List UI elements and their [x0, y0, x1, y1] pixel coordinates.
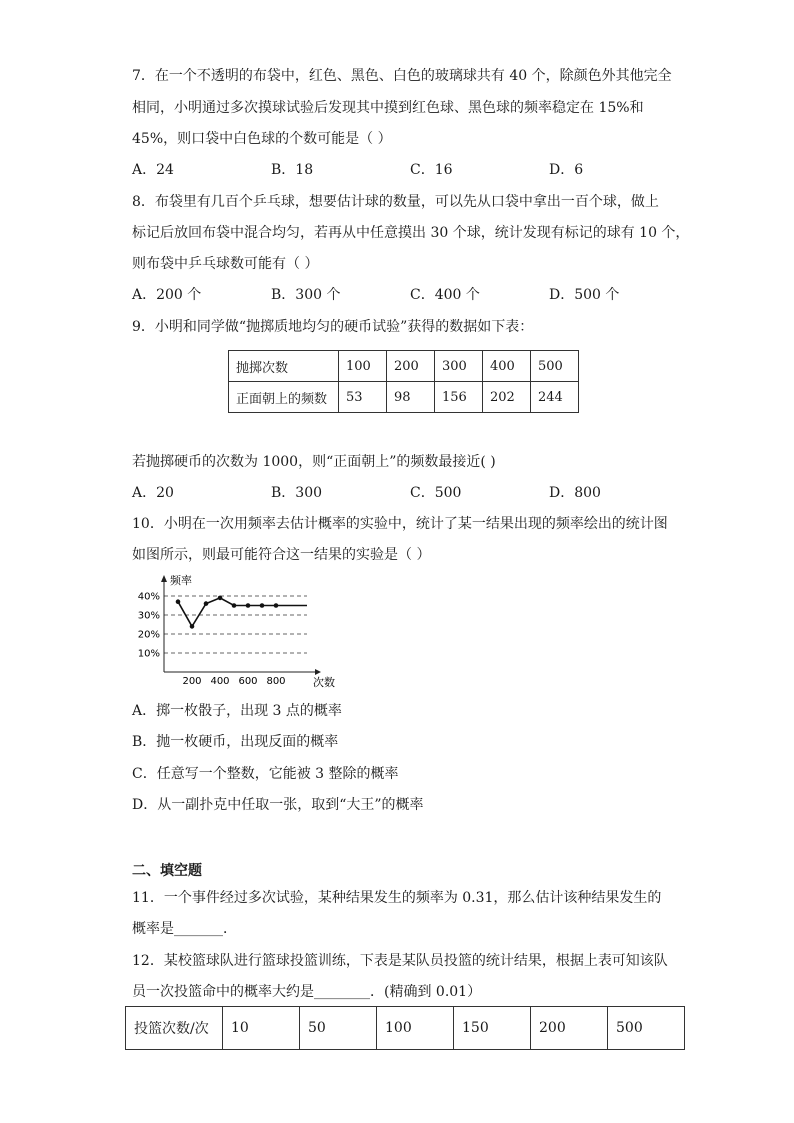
q7-option-a: A．24 [132, 162, 174, 178]
table-cell: 100 [377, 1007, 454, 1050]
y-tick-label: 40% [137, 591, 160, 603]
q9-table [228, 350, 579, 413]
q11-line1: 11．一个事件经过多次试验，某种结果发生的频率为 0.31，那么估计该种结果发生的 [132, 890, 662, 906]
table-cell: 400 [483, 351, 531, 382]
q8-option-c: C．400 个 [410, 287, 480, 303]
y-tick-label: 10% [137, 648, 160, 660]
q7-line2: 相同，小明通过多次摸球试验后发现其中摸到红色球、黑色球的频率稳定在 15%和 [132, 100, 644, 116]
y-tick-label: 20% [137, 629, 160, 641]
q8-line3: 则布袋中乒乓球数可能有（ ） [132, 256, 319, 272]
y-axis-label: 频率 [170, 574, 192, 587]
series-line [178, 598, 307, 627]
data-point [190, 624, 195, 629]
q7-option-b: B．18 [271, 162, 314, 178]
q9-option-d: D．800 [549, 485, 601, 501]
x-tick-label: 200 [182, 676, 202, 687]
data-point [232, 603, 237, 608]
data-point [218, 596, 223, 601]
q8-option-a: A．200 个 [132, 287, 202, 303]
q9-option-a: A．20 [132, 485, 174, 501]
table-cell: 抛掷次数 [229, 351, 339, 382]
q9-option-b: B．300 [271, 485, 323, 501]
data-point [176, 599, 181, 604]
q8-option-b: B．300 个 [271, 287, 341, 303]
q8-option-d: D．500 个 [549, 287, 620, 303]
q12-line2: 员一次投篮命中的概率大约是________．(精确到 0.01） [132, 984, 482, 1000]
data-point [274, 603, 279, 608]
table-cell: 202 [483, 382, 531, 413]
table-cell: 100 [339, 351, 387, 382]
y-axis-arrow [161, 575, 167, 582]
q9-line1: 9．小明和同学做“抛掷质地均匀的硬币试验”获得的数据如下表： [132, 319, 534, 335]
table-cell: 244 [531, 382, 579, 413]
q10-option-d: D．从一副扑克中任取一张，取到“大王”的概率 [132, 797, 424, 813]
table-cell: 正面朝上的频数 [229, 382, 339, 413]
x-tick-label: 800 [266, 676, 286, 687]
q7-option-c: C．16 [410, 162, 453, 178]
q10-option-b: B．抛一枚硬币，出现反面的概率 [132, 734, 339, 750]
q8-line1: 8．布袋里有几百个乒乓球，想要估计球的数量，可以先从口袋中拿出一百个球，做上 [132, 194, 659, 210]
q7-line3: 45%，则口袋中白色球的个数可能是（ ） [132, 131, 392, 147]
table-cell: 500 [608, 1007, 685, 1050]
x-tick-label: 400 [210, 676, 230, 687]
y-tick-label: 30% [137, 610, 160, 622]
x-tick-label: 600 [238, 676, 258, 687]
q12-table [125, 1006, 685, 1050]
q10-option-a: A．掷一枚骰子，出现 3 点的概率 [132, 703, 342, 719]
table-cell: 300 [435, 351, 483, 382]
table-row [229, 382, 579, 413]
table-row [229, 351, 579, 382]
q7-option-d: D．6 [549, 162, 584, 178]
q12-line1: 12．某校篮球队进行篮球投篮训练，下表是某队员投篮的统计结果，根据上表可知该队 [132, 953, 668, 969]
table-cell: 500 [531, 351, 579, 382]
table-cell: 53 [339, 382, 387, 413]
q8-line2: 标记后放回布袋中混合均匀，若再从中任意摸出 30 个球，统计发现有标记的球有 10 个， [132, 225, 690, 241]
x-axis-label: 次数 [313, 676, 335, 689]
q9-line2: 若抛掷硬币的次数为 1000，则“正面朝上”的频数最接近( ) [132, 454, 496, 470]
x-axis-arrow [315, 669, 321, 675]
table-cell: 10 [223, 1007, 300, 1050]
table-cell: 98 [387, 382, 435, 413]
data-point [204, 601, 209, 606]
q10-option-c: C．任意写一个整数，它能被 3 整除的概率 [132, 766, 399, 782]
frequency-chart [136, 572, 336, 692]
q7-line1: 7．在一个不透明的布袋中，红色、黑色、白色的玻璃球共有 40 个，除颜色外其他完全 [132, 68, 672, 84]
table-cell: 200 [531, 1007, 608, 1050]
table-cell: 50 [300, 1007, 377, 1050]
q9-option-c: C．500 [410, 485, 462, 501]
q11-line2: 概率是_______． [132, 921, 237, 937]
section-heading: 二、填空题 [132, 863, 202, 879]
table-cell: 200 [387, 351, 435, 382]
table-cell: 150 [454, 1007, 531, 1050]
table-cell: 投篮次数/次 [126, 1007, 223, 1050]
data-point [260, 603, 265, 608]
table-cell: 156 [435, 382, 483, 413]
data-point [246, 603, 251, 608]
q10-line2: 如图所示，则最可能符合这一结果的实验是（ ） [132, 547, 431, 563]
table-row [126, 1007, 685, 1050]
q10-line1: 10．小明在一次用频率去估计概率的实验中，统计了某一结果出现的频率绘出的统计图 [132, 516, 668, 532]
